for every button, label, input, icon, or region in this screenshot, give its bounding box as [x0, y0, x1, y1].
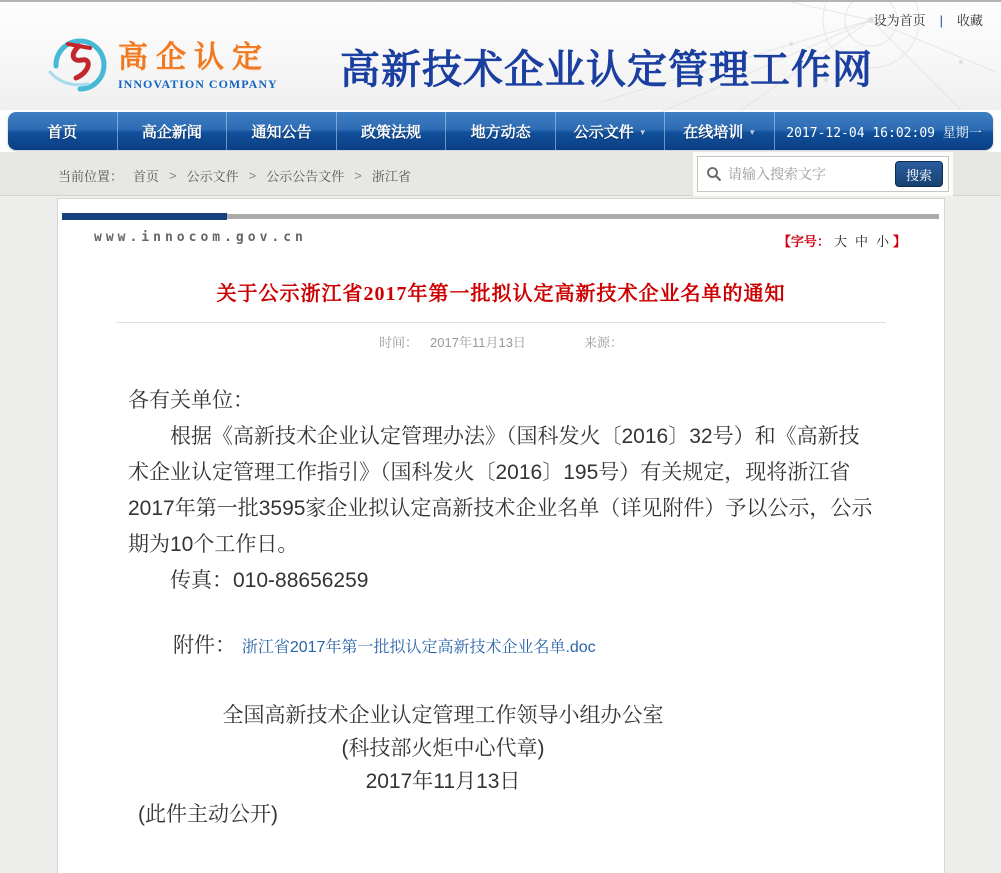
nav-item-label: 通知公告 — [251, 123, 312, 141]
disclosure-note: (此件主动公开) — [138, 803, 278, 826]
breadcrumb — [58, 166, 421, 185]
search-box — [697, 156, 949, 192]
signature-office: 全国高新技术企业认定管理工作领导小组办公室 — [222, 704, 664, 727]
quicklinks-divider: | — [939, 13, 943, 28]
time-label: 时间： — [379, 335, 419, 350]
main-navigation — [8, 112, 993, 150]
font-size-medium[interactable]: 中 — [854, 234, 868, 249]
font-size-suffix: 】 — [892, 234, 906, 249]
nav-item-label: 高企新闻 — [141, 123, 202, 141]
article-meta — [58, 332, 944, 351]
nav-item-label: 政策法规 — [361, 123, 422, 141]
site-header — [0, 0, 1001, 110]
nav-datetime: 2017-12-04 16:02:09 星期一 — [786, 125, 982, 141]
chevron-down-icon: ▼ — [748, 127, 757, 137]
divider-gray-segment — [227, 214, 939, 219]
nav-item-public-files[interactable] — [556, 112, 666, 150]
time-value: 2017年11月13日 — [430, 335, 526, 350]
site-logo[interactable] — [46, 32, 278, 92]
body-paragraph: 根据《高新技术企业认定管理办法》（国科发火〔2016〕32号）和《高新技术企业认定管理工作指引》（国科发火〔2016〕195号）有关规定，现将浙江省2017年第一批3595家企业拟认定高新技术企业名单（详见附件）予以公示，公示期为10个工作日。 — [128, 425, 873, 556]
signature-date: 2017年11月13日 — [365, 770, 521, 793]
logo-subtitle: INNOVATION COMPANY — [118, 77, 278, 91]
attachment-label: 附件： — [173, 634, 236, 657]
font-size-large[interactable]: 大 — [833, 234, 847, 249]
nav-item-local[interactable] — [446, 112, 556, 150]
font-size-small[interactable]: 小 — [875, 234, 889, 249]
signature-seal-note: (科技部火炬中心代章) — [341, 737, 545, 760]
breadcrumb-bar — [0, 152, 1001, 196]
signature-block — [118, 699, 768, 798]
title-divider — [116, 322, 886, 323]
favorite-link[interactable]: 收藏 — [956, 13, 983, 28]
font-size-control — [778, 231, 906, 250]
nav-item-home[interactable] — [8, 112, 118, 150]
breadcrumb-item-home[interactable]: 首页 — [133, 169, 160, 184]
logo-title: 高企认定 — [118, 41, 270, 74]
breadcrumb-separator: > — [248, 168, 257, 183]
content-background — [0, 196, 1001, 873]
salutation: 各有关单位： — [128, 389, 254, 412]
search-icon — [706, 166, 722, 182]
quick-links — [874, 10, 983, 29]
breadcrumb-label: 当前位置： — [58, 169, 124, 184]
nav-item-online-training[interactable] — [665, 112, 775, 150]
breadcrumb-item-announcement-files[interactable]: 公示公告文件 — [266, 169, 345, 184]
attachment-row — [173, 629, 944, 659]
nav-item-news[interactable] — [118, 112, 228, 150]
article-panel — [57, 198, 945, 873]
search-button[interactable]: 搜索 — [895, 161, 943, 187]
breadcrumb-item-public-files[interactable]: 公示文件 — [186, 169, 239, 184]
nav-item-notices[interactable] — [227, 112, 337, 150]
nav-item-label: 地方动态 — [470, 123, 531, 141]
logo-text — [118, 32, 278, 92]
breadcrumb-separator: > — [169, 168, 177, 183]
nav-item-policies[interactable] — [337, 112, 447, 150]
article-body — [128, 383, 876, 599]
chevron-down-icon: ▼ — [638, 127, 647, 137]
nav-item-label: 在线培训 — [683, 123, 744, 141]
article-title: 关于公示浙江省2017年第一批拟认定高新技术企业名单的通知 — [216, 283, 786, 305]
panel-divider-bar — [62, 213, 939, 220]
nav-item-label: 首页 — [47, 123, 78, 141]
site-title: 高新技术企业认定管理工作网 — [340, 47, 873, 92]
breadcrumb-item-zhejiang[interactable]: 浙江省 — [371, 169, 411, 184]
divider-blue-segment — [62, 213, 227, 220]
source-label: 来源： — [583, 335, 623, 350]
font-size-prefix: 【字号： — [777, 234, 830, 249]
site-url: www.innocom.gov.cn — [94, 230, 307, 245]
nav-item-label: 公示文件 — [573, 123, 634, 141]
set-homepage-link[interactable]: 设为首页 — [873, 13, 926, 28]
logo-swirl-icon — [46, 32, 110, 92]
search-input[interactable] — [728, 166, 895, 182]
attachment-doc-link[interactable]: 浙江省2017年第一批拟认定高新技术企业名单.doc — [241, 639, 596, 656]
fax-line: 传真：010-88656259 — [170, 569, 369, 592]
breadcrumb-separator: > — [354, 168, 362, 183]
